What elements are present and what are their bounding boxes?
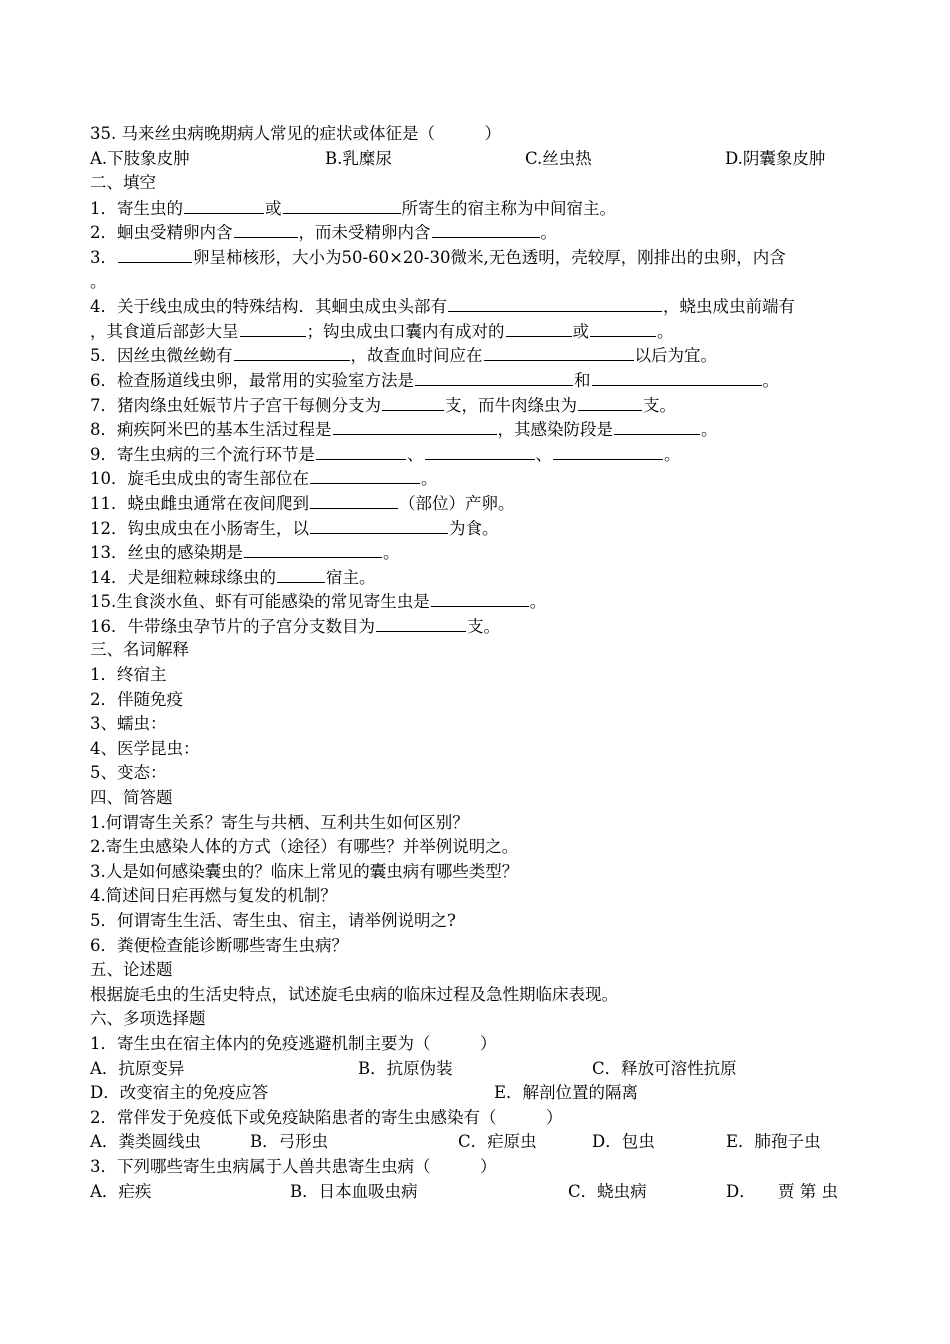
option-e: E．解剖位置的隔离 <box>494 1083 639 1103</box>
blank[interactable] <box>310 516 448 534</box>
blank[interactable] <box>425 442 535 460</box>
term-item: 3、蠕虫： <box>90 714 167 734</box>
blank[interactable] <box>590 319 656 337</box>
multi-question-1-options-2 <box>90 1081 880 1106</box>
fill-item-4: 4．关于线虫成虫的特殊结构．其蛔虫成虫头部有 ，蛲虫成虫前端有 <box>90 294 880 319</box>
option-a: A.下肢象皮肿 <box>90 148 190 168</box>
multi-question-1-options <box>90 1057 880 1082</box>
blank[interactable] <box>316 442 406 460</box>
blank[interactable] <box>614 417 700 435</box>
blank[interactable] <box>244 540 382 558</box>
blank[interactable] <box>448 294 662 312</box>
short-item: 3.人是如何感染囊虫的？临床上常见的囊虫病有哪些类型？ <box>90 861 519 881</box>
fill-item-15: 15.生食淡水鱼、虾有可能感染的常见寄生虫是 。 <box>90 589 880 614</box>
fill-item-1: 1．寄生虫的 或 所寄生的宿主称为中间宿主。 <box>90 196 880 221</box>
term-item: 1．终宿主 <box>90 665 167 685</box>
blank[interactable] <box>484 343 634 361</box>
multi-question-2-options <box>90 1130 880 1155</box>
blank[interactable] <box>277 565 325 583</box>
multi-question-3: 3．下列哪些寄生虫病属于人兽共患寄生虫病（ ） <box>90 1156 497 1176</box>
question-35: 35. 马来丝虫病晚期病人常见的症状或体征是（ ） <box>90 124 501 143</box>
short-item: 1.何谓寄生关系？寄生与共栖、互利共生如何区别？ <box>90 812 469 832</box>
fill-item-2: 2．蛔虫受精卵内含 ，而未受精卵内含 。 <box>90 220 880 245</box>
fill-item-3: 3． 卵呈柿核形，大小为50-60×20-30微米,无色透明，壳较厚，刚排出的虫卵，内含 <box>90 245 880 270</box>
option-b: B．弓形虫 <box>250 1132 329 1152</box>
option-c: C.丝虫热 <box>525 148 592 168</box>
option-a: A．抗原变异 <box>90 1058 185 1078</box>
option-c: C．释放可溶性抗原 <box>592 1058 737 1078</box>
option-a: A．疟疾 <box>90 1181 152 1201</box>
blank[interactable] <box>240 319 306 337</box>
blank[interactable] <box>592 368 762 386</box>
fill-item-10: 10．旋毛虫成虫的寄生部位在 。 <box>90 466 880 491</box>
term-item: 2．伴随免疫 <box>90 689 183 709</box>
fill-item-7: 7．猪肉绦虫妊娠节片子宫干每侧分支为 支，而牛肉绦虫为 支。 <box>90 393 880 418</box>
fill-item-3-cont: 。 <box>90 271 107 291</box>
multi-question-3-options <box>90 1180 880 1205</box>
blank[interactable] <box>234 343 350 361</box>
option-d: D． <box>726 1181 756 1201</box>
option-b: B．日本血吸虫病 <box>290 1181 418 1201</box>
blank[interactable] <box>310 491 398 509</box>
blank[interactable] <box>432 220 540 238</box>
blank[interactable] <box>333 417 497 435</box>
section-heading-multi: 六、多项选择题 <box>90 1009 206 1029</box>
option-b: B．抗原伪装 <box>358 1058 453 1078</box>
option-d-text: 贾 第 虫 <box>778 1181 838 1201</box>
fill-item-12: 12．钩虫成虫在小肠寄生，以 为食。 <box>90 516 880 541</box>
fill-item-16: 16．牛带绦虫孕节片的子宫分支数目为 支。 <box>90 614 880 639</box>
option-b: B.乳糜尿 <box>325 148 392 168</box>
blank[interactable] <box>415 368 573 386</box>
option-d: D．包虫 <box>592 1132 655 1152</box>
blank[interactable] <box>431 589 529 607</box>
option-c: C．疟原虫 <box>458 1132 537 1152</box>
blank[interactable] <box>118 245 192 263</box>
fill-item-11: 11．蛲虫雌虫通常在夜间爬到 （部位）产卵。 <box>90 491 880 516</box>
blank[interactable] <box>553 442 663 460</box>
blank[interactable] <box>376 614 466 632</box>
blank[interactable] <box>283 196 401 214</box>
option-a: A．粪类圆线虫 <box>90 1132 201 1152</box>
option-e: E．肺孢子虫 <box>726 1132 821 1152</box>
blank[interactable] <box>578 393 642 411</box>
section-heading-terms: 三、名词解释 <box>90 640 189 660</box>
fill-item-4-cont: ，其食道后部彭大呈 ；钩虫成虫口囊内有成对的 或 。 <box>90 319 880 344</box>
section-heading-short: 四、简答题 <box>90 788 173 808</box>
short-item: 4.简述间日疟再燃与复发的机制？ <box>90 886 337 906</box>
term-item: 5、变态： <box>90 763 167 783</box>
fill-item-6: 6．检查肠道线虫卵，最常用的实验室方法是 和 。 <box>90 368 880 393</box>
term-item: 4、医学昆虫： <box>90 738 200 758</box>
fill-item-9: 9．寄生虫病的三个流行环节是 、 、 。 <box>90 442 880 467</box>
document-page <box>90 122 880 1204</box>
option-c: C．蛲虫病 <box>568 1181 647 1201</box>
section-heading-essay: 五、论述题 <box>90 960 173 980</box>
blank[interactable] <box>506 319 572 337</box>
option-d: D.阴囊象皮肿 <box>725 148 826 168</box>
blank[interactable] <box>234 220 298 238</box>
blank[interactable] <box>382 393 444 411</box>
fill-item-14: 14．犬是细粒棘球绦虫的 宿主。 <box>90 565 880 590</box>
question-35-options <box>90 147 880 172</box>
short-item: 5．何谓寄生生活、寄生虫、宿主，请举例说明之? <box>90 911 456 930</box>
blank[interactable] <box>184 196 264 214</box>
option-d: D．改变宿主的免疫应答 <box>90 1083 269 1103</box>
blank[interactable] <box>310 466 420 484</box>
fill-item-13: 13．丝虫的感染期是 。 <box>90 540 880 565</box>
fill-item-5: 5．因丝虫微丝蚴有 ，故查血时间应在 以后为宜。 <box>90 343 880 368</box>
multi-question-1: 1．寄生虫在宿主体内的免疫逃避机制主要为（ ） <box>90 1033 497 1053</box>
fill-item-8: 8．痢疾阿米巴的基本生活过程是 ，其感染防段是 。 <box>90 417 880 442</box>
essay-question: 根据旋毛虫的生活史特点，试述旋毛虫病的临床过程及急性期临床表现。 <box>90 984 618 1004</box>
short-item: 2.寄生虫感染人体的方式（途径）有哪些？并举例说明之。 <box>90 837 519 857</box>
section-heading-fill: 二、填空 <box>90 173 156 193</box>
short-item: 6．粪便检查能诊断哪些寄生虫病？ <box>90 935 348 955</box>
multi-question-2: 2．常伴发于免疫低下或免疫缺陷患者的寄生虫感染有（ ） <box>90 1107 563 1127</box>
